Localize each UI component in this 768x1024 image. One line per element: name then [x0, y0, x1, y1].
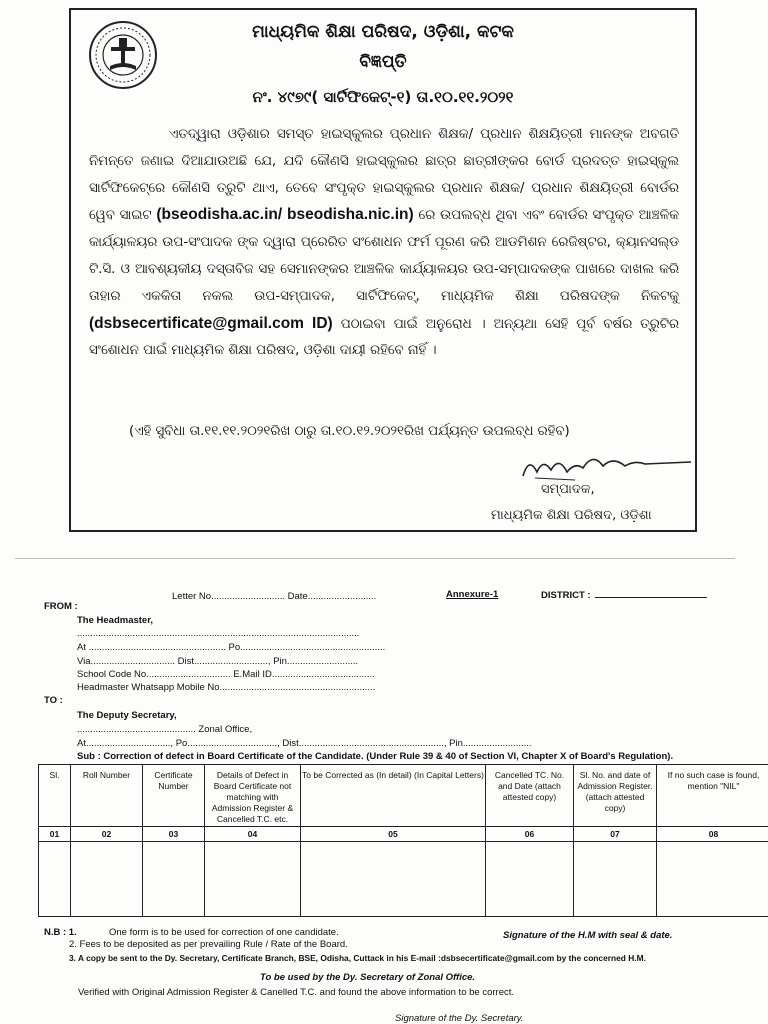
whatsapp-line[interactable]: Headmaster Whatsapp Mobile No...........................................................: [77, 682, 376, 693]
district-field[interactable]: [541, 589, 707, 601]
annexure-label: Annexure-1: [446, 589, 499, 600]
to-address-line[interactable]: At................................, Po.................................., Dist......................................................., Pin..........................: [77, 738, 532, 749]
signer-role: ସମ୍ପାଦକ,: [541, 482, 595, 497]
section-divider: [15, 558, 735, 559]
table-cell[interactable]: [71, 842, 143, 917]
subject-line: Sub : Correction of defect in Board Certificate of the Candidate. (Under Rule 39 & 40 of Section VI, Chapter X of Board's Regulation).: [77, 751, 674, 762]
table-cell[interactable]: [486, 842, 574, 917]
col-number: 02: [71, 827, 143, 842]
notice-websites: (bseodisha.ac.in/ bseodisha.nic.in): [156, 206, 414, 224]
via-dist-pin-line[interactable]: Via................................ Dist............................, Pin...........................: [77, 656, 359, 667]
col-number: 01: [39, 827, 71, 842]
at-po-line[interactable]: At .................................................... Po.......................................................: [77, 642, 386, 653]
table-cell[interactable]: [574, 842, 657, 917]
zonal-use-heading: To be used by the Dy. Secretary of Zonal Office.: [260, 972, 476, 983]
col-number: 04: [205, 827, 301, 842]
notice-body: [89, 122, 679, 365]
notice-box: [69, 8, 697, 532]
table-number-row: [39, 827, 768, 842]
headmaster-label: The Headmaster,: [77, 615, 154, 626]
notice-subtitle: ବିଜ୍ଞପ୍ତି: [359, 52, 407, 72]
signer-org: ମାଧ୍ୟମିକ ଶିକ୍ଷା ପରିଷଦ, ଓଡ଼ିଶା: [491, 508, 652, 523]
nb-item-2: 2. Fees to be deposited as per prevailing Rule / Rate of the Board.: [69, 939, 348, 950]
school-code-email-line[interactable]: School Code No................................ E.Mail ID.......................................: [77, 669, 375, 680]
district-line: [595, 589, 707, 598]
col-number: 07: [574, 827, 657, 842]
notice-email: (dsbsecertificate@gmail.com ID): [89, 314, 333, 332]
district-label: DISTRICT :: [541, 590, 591, 601]
notice-body-part1: ଏତଦ୍ୱାରା ଓଡ଼ିଶାର ସମସ୍ତ ହାଇସ୍କୁଲର ପ୍ରଧାନ ଶିକ୍ଷକ/ ପ୍ରଧାନ ଶିକ୍ଷୟିତ୍ରୀ ମାନଙ୍କ ଅବଗତି ନିମନ୍ତେ ଜଣାଇ ଦିଆଯାଉଅଛି ଯେ, ଯଦି କୌଣସି ହାଇସ୍କୁଲର ଛାତ୍ର ଛାତ୍ରୀଙ୍କର ବୋର୍ଡ ପ୍ରଦତ୍ତ ହାଇସ୍କୁଲ ସାର୍ଟିଫିକେଟ୍‌ରେ କୌଣସି ତ୍ରୁଟି ଥାଏ, ତେବେ ସଂପୃକ୍ତ ହାଇସ୍କୁଲର ପ୍ରଧାନ ଶିକ୍ଷକ/ ପ୍ରଧାନ ଶିକ୍ଷୟିତ୍ରୀ ବୋର୍ଡର ୱେବ ସାଇଟ: [89, 127, 679, 224]
col-header: Sl.: [39, 765, 71, 827]
col-header: If no such case is found, mention "NIL": [657, 765, 768, 827]
notice-body-part3: ପଠାଇବା ପାଇଁ ଅନୁରୋଧ । ଅନ୍ୟଥା ସେହି ପୂର୍ବ ବର୍ଷର ତ୍ରୁଟିର ସଂଶୋଧନ ପାଇଁ ମାଧ୍ୟମିକ ଶିକ୍ଷା ପରିଷଦ, ଓଡ଼ିଶା ଦାୟୀ ରହିବେ ନାହିଁ ।: [89, 316, 680, 359]
table-cell[interactable]: [39, 842, 71, 917]
hm-signature-label: Signature of the H.M with seal & date.: [503, 930, 673, 941]
handwritten-signature: [515, 448, 695, 486]
table-header-row: [39, 765, 768, 827]
col-number: 06: [486, 827, 574, 842]
from-label: FROM :: [44, 601, 78, 612]
col-number: 05: [301, 827, 486, 842]
col-header: Cancelled TC. No. and Date (attach attested copy): [486, 765, 574, 827]
nb-item-3: 3. A copy be sent to the Dy. Secretary, Certificate Branch, BSE, Odisha, Cuttack in his E-mail :dsbsecertificate@gmail.com by the concerned H.M.: [69, 953, 646, 963]
col-number: 08: [657, 827, 768, 842]
table-cell[interactable]: [205, 842, 301, 917]
table-cell[interactable]: [301, 842, 486, 917]
correction-table: [38, 764, 768, 917]
address-line[interactable]: ...........................................................................................................: [77, 628, 360, 639]
letter-no-date: Letter No............................ Date..........................: [172, 591, 377, 602]
col-header: To be Corrected as (In detail) (In Capital Letters): [301, 765, 486, 827]
nb-item-1: One form is to be used for correction of one candidate.: [109, 927, 339, 938]
col-number: 03: [143, 827, 205, 842]
table-cell[interactable]: [143, 842, 205, 917]
zonal-office-line[interactable]: ............................................. Zonal Office,: [77, 724, 253, 735]
table-row: [39, 842, 768, 917]
col-header: Roll Number: [71, 765, 143, 827]
notice-body-part2: ରେ ଉପଲବ୍ଧ ଥିବା ଏବଂ ବୋର୍ଡର ସଂପୃକ୍ତ ଆଞ୍ଚଳିକ କାର୍ଯ୍ୟାଳୟର ଉପ-ସଂପାଦକ ଙ୍କ ଦ୍ୱାରା ପ୍ରେରିତ ସଂଶୋଧନ ଫର୍ମ ପୂରଣ କରି ଆଡମିଶନ ରେଜିଷ୍ଟର, କ୍ୟାନସଲ୍ଡ ଟି.ସି. ଓ ଆବଶ୍ୟକୀୟ ଦସ୍ତାବିଜ ସହ ସେମାନଙ୍କର ଆଞ୍ଚଳିକ କାର୍ଯ୍ୟାଳୟର ଉପ-ସମ୍ପାଦକଙ୍କ ପାଖରେ ଦାଖଲ କରି ତାହାର ଏକକିତା ନକଲ ଉପ-ସମ୍ପାଦକ, ସାର୍ଟିଫିକେଟ୍, ମାଧ୍ୟମିକ ଶିକ୍ଷା ପରିଷଦଙ୍କ ନିକଟକୁ: [89, 208, 680, 304]
notice-title: ମାଧ୍ୟମିକ ଶିକ୍ଷା ପରିଷଦ, ଓଡ଼ିଶା, କଟକ: [252, 22, 514, 42]
nb-label: N.B : 1.: [44, 927, 77, 938]
verification-statement: Verified with Original Admission Register & Canelled T.C. and found the above information to be correct.: [78, 987, 515, 998]
col-header: Certificate Number: [143, 765, 205, 827]
dy-secretary-signature-label: Signature of the Dy. Secretary.: [395, 1013, 524, 1024]
deputy-label: The Deputy Secretary,: [77, 710, 177, 721]
col-header: Sl. No. and date of Admission Register. (attach attested copy): [574, 765, 657, 827]
notice-facility-note: (ଏହି ସୁବିଧା ତା.୧୧.୧୧.୨୦୨୧ରିଖ ଠାରୁ ତା.୧୦.୧୨.୨୦୨୧ରିଖ ପର୍ଯ୍ୟନ୍ତ ଉପଲବ୍ଧ ରହିବ): [129, 424, 570, 439]
table-cell[interactable]: [657, 842, 768, 917]
notice-reference: ନଂ. ୪୯୭୯( ସାର୍ଟିଫିକେଟ୍-୧) ତା.୧୦.୧୧.୨୦୨୧: [252, 88, 514, 106]
col-header: Details of Defect in Board Certificate not matching with Admission Register & Cancelled T.C. etc.: [205, 765, 301, 827]
to-label: TO :: [44, 695, 63, 706]
